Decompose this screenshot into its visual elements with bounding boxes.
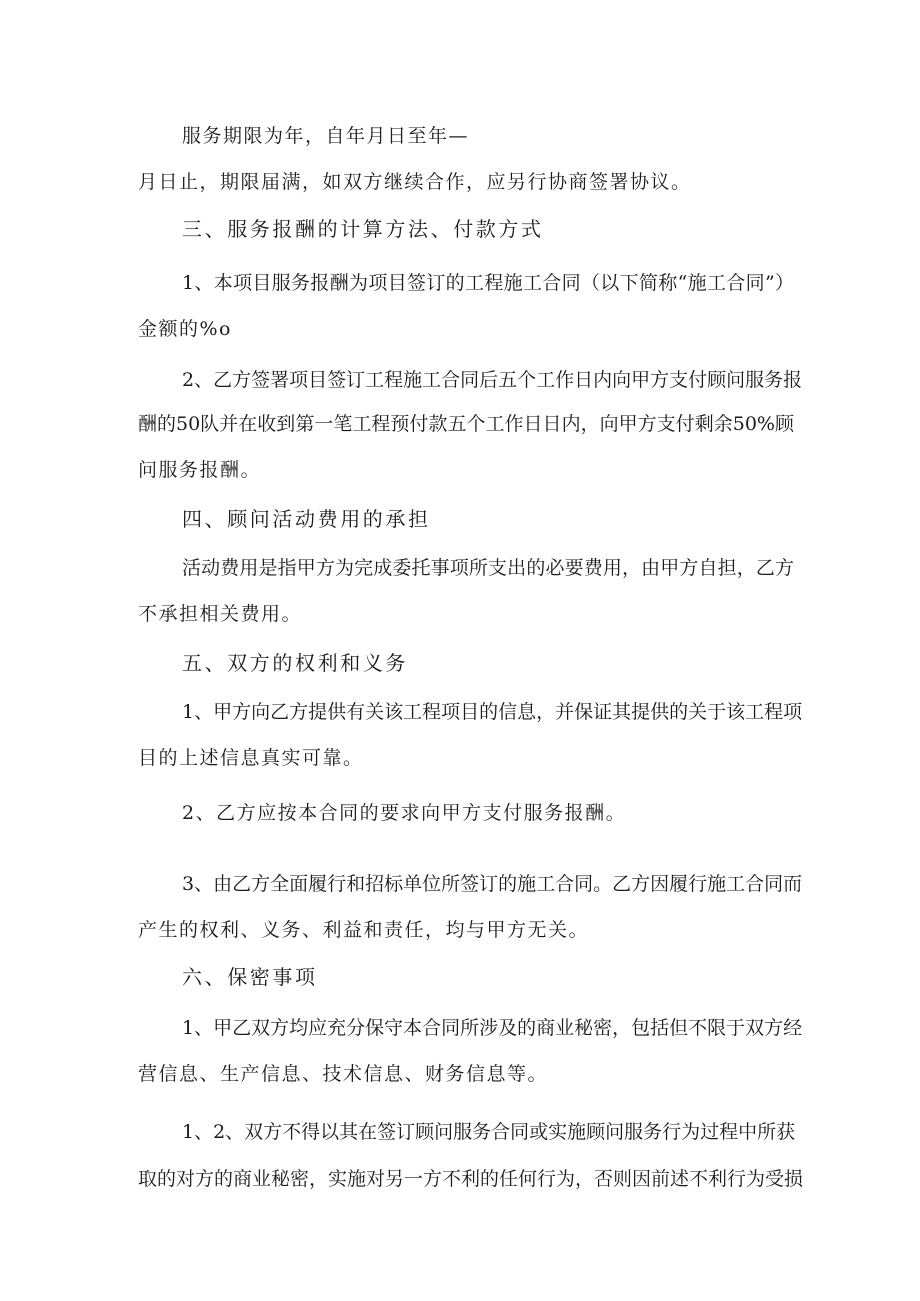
section-4-line-1: 活动费用是指甲方为完成委托事项所支出的必要费用，由甲方自担，乙方 xyxy=(182,557,794,579)
clause-3-2-line-1: 2、乙方签署项目签订工程施工合同后五个工作日内向甲方支付顾问服务报 xyxy=(182,369,803,391)
section-heading-6: 六、保密事项 xyxy=(182,965,318,989)
clause-5-1-line-1: 1、甲方向乙方提供有关该工程项目的信息，并保证其提供的关于该工程项 xyxy=(182,701,803,723)
clause-3-1-line-1: 1、本项目服务报酬为项目签订的工程施工合同（以下简称“施工合同”） xyxy=(182,272,794,294)
clause-3-1-line-2: 金额的%o xyxy=(138,318,232,340)
clause-6-2-line-1: 1、2、双方不得以其在签订顾问服务合同或实施顾问服务行为过程中所获 xyxy=(182,1121,796,1143)
section-heading-3: 三、服务报酬的计算方法、付款方式 xyxy=(182,217,544,241)
clause-6-2-line-2: 取的对方的商业秘密，实施对另一方不利的任何行为，否则因前述不利行为受损 xyxy=(138,1168,804,1190)
clause-3-2-line-3: 问服务报酬。 xyxy=(138,459,262,481)
clause-5-1-line-2: 目的上述信息真实可靠。 xyxy=(138,747,364,769)
clause-5-3-line-2: 产生的权利、义务、利益和责任，均与甲方无关。 xyxy=(138,919,590,941)
clause-3-2-line-2: 酬的50队并在收到第一笔工程预付款五个工作日日内，向甲方支付剩余50%顾 xyxy=(138,413,794,435)
section-heading-4: 四、顾问活动费用的承担 xyxy=(182,507,431,531)
section-4-line-2: 不承担相关费用。 xyxy=(138,603,303,625)
clause-5-2: 2、乙方应按本合同的要求向甲方支付服务报酬。 xyxy=(182,802,627,824)
clause-6-1-line-2: 营信息、生产信息、技术信息、财务信息等。 xyxy=(138,1063,549,1085)
service-term-line: 服务期限为年，自年月日至年— xyxy=(182,125,470,147)
clause-5-3-line-1: 3、由乙方全面履行和招标单位所签订的施工合同。乙方因履行施工合同而 xyxy=(182,873,803,895)
service-term-continuation: 月日止，期限届满，如双方继续合作，应另行协商签署协议。 xyxy=(138,171,692,193)
clause-6-1-line-1: 1、甲乙双方均应充分保守本合同所涉及的商业秘密，包括但不限于双方经 xyxy=(182,1017,803,1039)
section-heading-5: 五、双方的权利和义务 xyxy=(182,651,408,675)
